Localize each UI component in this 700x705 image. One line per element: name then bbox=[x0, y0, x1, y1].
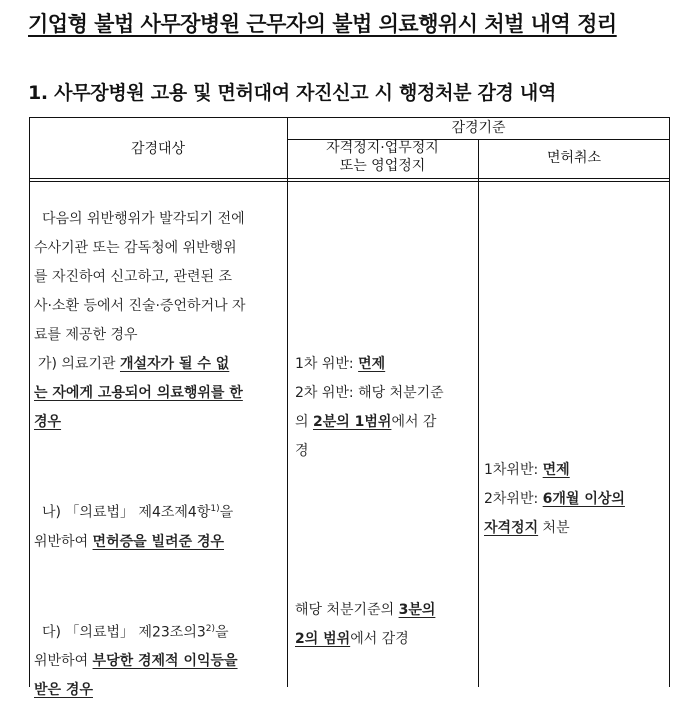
header-suspension-line1: 자격정지·업무정지 bbox=[326, 140, 439, 156]
table-header-double-line-1 bbox=[29, 178, 670, 179]
footnote-1-marker: 1) bbox=[210, 504, 220, 514]
susp-a-third-suffix: 에서 감 bbox=[391, 414, 437, 430]
table-border-right bbox=[669, 117, 670, 687]
susp-a-line-3 bbox=[295, 408, 477, 437]
item-c-bold-2: 부당한 경제적 이익등을 bbox=[92, 653, 238, 670]
revoke-third-suffix: 처분 bbox=[538, 520, 570, 536]
item-c-line-2 bbox=[34, 647, 286, 676]
document-title: 기업형 불법 사무장병원 근무자의 불법 의료행위시 처벌 내역 정리 bbox=[28, 12, 617, 36]
item-c-line-1 bbox=[34, 615, 286, 648]
item-a-bold-2: 는 자에게 고용되어 의료행위를 한 bbox=[34, 385, 243, 401]
susp-c-line1-prefix: 해당 처분기준의 bbox=[295, 602, 399, 618]
item-c-line2-prefix: 위반하여 bbox=[34, 653, 93, 670]
susp-a-line-4: 경 bbox=[295, 443, 309, 459]
intro-line-1: 다음의 위반행위가 발각되기 전에 bbox=[42, 211, 245, 227]
footnote-2-marker: 2) bbox=[205, 623, 216, 634]
susp-c-line1-bold: 3분의 bbox=[398, 602, 436, 618]
susp-a-first-bold: 면제 bbox=[358, 356, 386, 372]
header-suspension-line2: 또는 영업정지 bbox=[339, 158, 426, 175]
susp-a-third-bold: 2분의 1범위 bbox=[312, 414, 392, 430]
revoke-line-1 bbox=[484, 456, 668, 485]
susp-c-line-2 bbox=[295, 625, 477, 654]
header-suspension bbox=[287, 139, 478, 175]
header-criteria: 감경기준 bbox=[451, 120, 506, 136]
item-a-line-1 bbox=[34, 350, 286, 379]
revocation-item-b bbox=[484, 456, 668, 543]
item-b-line2-prefix: 위반하여 bbox=[34, 533, 93, 550]
header-target: 감경대상 bbox=[130, 141, 186, 157]
item-a-line-2 bbox=[34, 379, 286, 408]
revoke-third-bold: 자격정지 bbox=[484, 520, 539, 536]
revoke-second-bold: 6개월 이상의 bbox=[542, 491, 625, 507]
revoke-line-3 bbox=[484, 514, 668, 543]
susp-c-line2-suffix: 에서 감경 bbox=[350, 631, 409, 647]
item-c-line-3 bbox=[34, 676, 286, 705]
penalty-reduction-table bbox=[29, 117, 670, 699]
item-a-bold-3: 경우 bbox=[34, 414, 62, 430]
table-header-double-line-2 bbox=[29, 181, 670, 182]
table-divider-col1 bbox=[287, 117, 288, 687]
item-a-line-3 bbox=[34, 408, 286, 437]
table-border-left bbox=[29, 117, 30, 687]
revoke-line-2 bbox=[484, 485, 668, 514]
suspension-item-c bbox=[295, 596, 477, 654]
table-border-top bbox=[29, 117, 670, 118]
intro-line-5: 료를 제공한 경우 bbox=[34, 327, 138, 343]
revoke-second-prefix: 2차위반: bbox=[484, 491, 543, 507]
susp-a-line-2: 2차 위반: 해당 처분기준 bbox=[295, 385, 444, 401]
item-a-bold-1: 개설자가 될 수 없 bbox=[119, 356, 230, 372]
susp-a-third-prefix: 의 bbox=[295, 414, 313, 430]
suspension-item-a bbox=[295, 350, 477, 466]
item-c-prefix: 다) 「의료법」 제23조의3 bbox=[42, 624, 206, 641]
revoke-first-prefix: 1차위반: bbox=[484, 462, 543, 478]
item-a-prefix: 가) 의료기관 bbox=[38, 356, 120, 372]
item-b-prefix: 나) 「의료법」 제4조제4항 bbox=[42, 504, 211, 521]
susp-c-line2-bold: 2의 범위 bbox=[295, 631, 351, 647]
susp-a-first-prefix: 1차 위반: bbox=[295, 356, 359, 372]
item-b-line-2 bbox=[34, 528, 286, 557]
item-b-bold: 면허증을 빌려준 경우 bbox=[92, 533, 225, 550]
intro-line-4: 사·소환 등에서 진술·증언하거나 자 bbox=[34, 298, 246, 314]
revoke-first-bold: 면제 bbox=[542, 462, 570, 478]
section-heading: 1. 사무장병원 고용 및 면허대여 자진신고 시 행정처분 감경 내역 bbox=[28, 82, 557, 104]
target-column bbox=[34, 205, 286, 705]
item-b-line-1 bbox=[34, 495, 286, 528]
item-b-suffix: 을 bbox=[219, 504, 234, 521]
item-c-suffix: 을 bbox=[215, 624, 229, 641]
susp-c-line-1 bbox=[295, 596, 477, 625]
header-revocation: 면허취소 bbox=[546, 150, 602, 166]
table-divider-col2 bbox=[478, 139, 479, 687]
intro-line-3: 를 자진하여 신고하고, 관련된 조 bbox=[34, 269, 233, 285]
item-c-bold-3: 받은 경우 bbox=[34, 682, 93, 699]
susp-a-line-1 bbox=[295, 350, 477, 379]
intro-line-2: 수사기관 또는 감독청에 위반행위 bbox=[34, 240, 237, 256]
